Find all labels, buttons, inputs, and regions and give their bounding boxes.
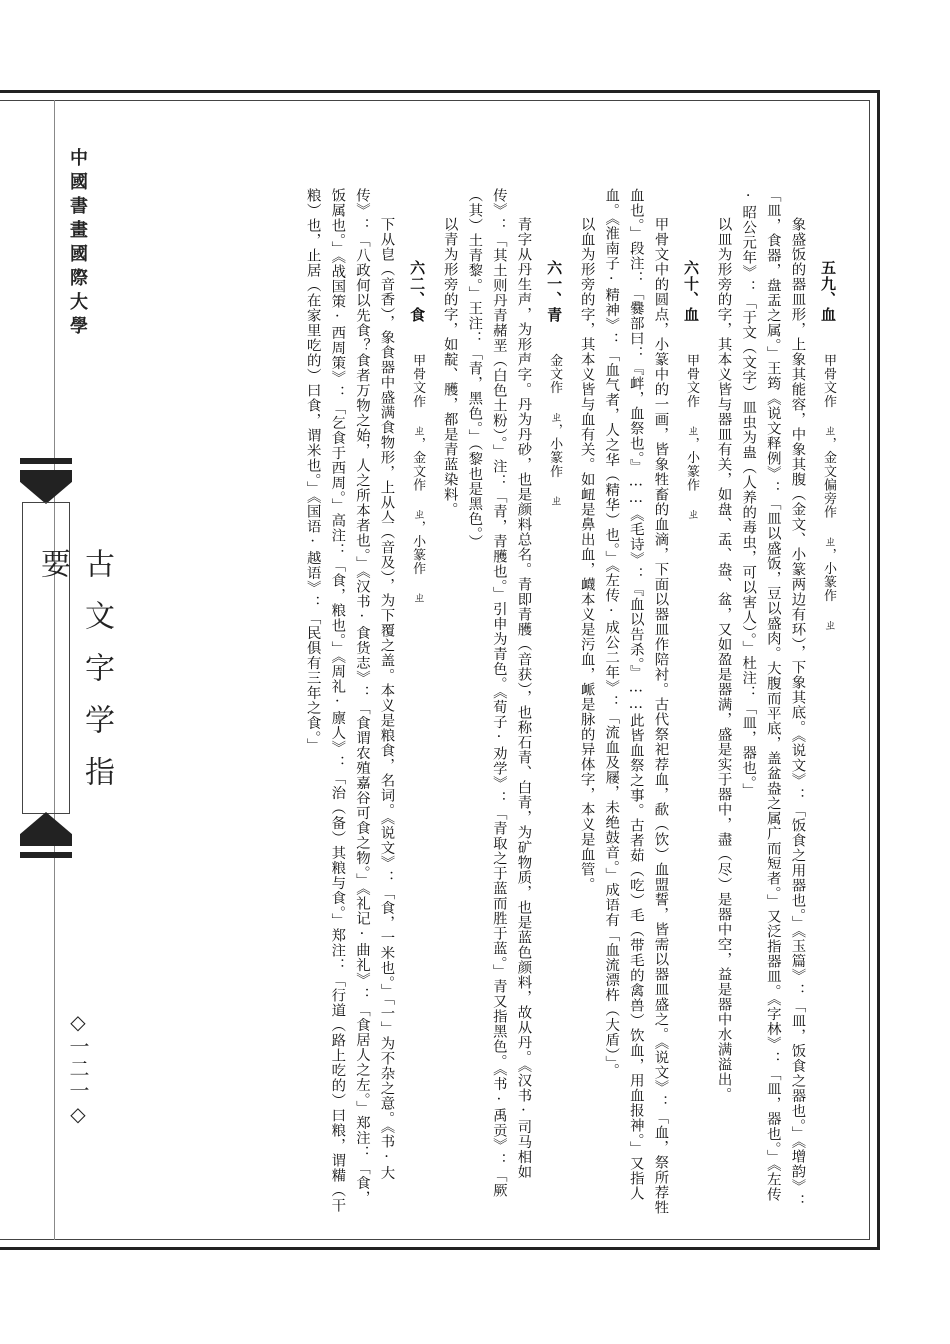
paragraph: 下从皀（音香），象食器中盛满食物形，上从亼（音及），为下覆之盖。本义是粮食，名词。《说文》：「食，一米也。」「一」为不杂之意。《书·大传》：「八政何以先食？食者万物之始，人之所本者也。」《汉书·食货志》：「食谓农殖嘉谷可食之物。」《礼记·曲礼》：「食居人之左。」郑注：「食，饭属也。」《战国策·西周策》：「乞食于西周。」高注：「食，粮也。」《周礼·廪人》：「治（备）其粮与食。」郑注：「行道（路上吃的）曰粮，谓糒（干粮）也，止居（在家里吃的）曰食，谓米也。」《国语·越语》：「民俱有三年之食。」 xyxy=(304,188,395,1213)
entry-title: 六一、青 xyxy=(545,260,564,323)
main-text xyxy=(110,188,840,1218)
entry-heading xyxy=(541,188,566,1218)
entry-heading xyxy=(815,188,840,1218)
paragraph: 青字从丹生声，为形声字。丹为丹砂，也是颜料总名。青即青雘（音获），也称石青、白青，为矿物质，也是蓝色颜料，故从丹。《汉书·司马相如传》：「其土则丹青赭垩（白色土粉）。」注：「青，青雘也。」引申为青色。《荀子·劝学》：「青取之于蓝而胜于蓝。」青又指黑色。《书·禹贡》：「厥（其）土青黎。」王注：「青，黑色。」（黎也是黑色。） xyxy=(466,188,532,1198)
entry-forms: 甲骨文作 ㄓ，金文作 ㄓ，小篆作 ㄓ xyxy=(410,353,426,605)
entry-forms: 甲骨文作 ㄓ，小篆作 ㄓ xyxy=(684,353,700,521)
entry-forms: 甲骨文作 ㄓ，金文偏旁作 ㄓ，小篆作 ㄓ xyxy=(821,353,836,632)
entry-heading xyxy=(678,188,703,1218)
paragraph: 象盛饭的器皿形，上象其能容，中象其腹（金文、小篆两边有环），下象其底。《说文》：「饭食之用器也。」《玉篇》：「皿，饭食之器也。」《增韵》：「皿，食器，盘盂之属。」王筠《说文释例》：「皿以盛饭，豆以盛肉。大腹而平底，盖盆盎之属广而短者。」又泛指器皿。《字林》：「皿，器也。」《左传·昭公元年》：「于文（文字）皿虫为蛊（人养的毒虫，可以害人）。」杜注：「皿，器也。」 xyxy=(740,188,806,1209)
book-title-banner xyxy=(16,458,114,858)
paragraph: 甲骨文中的圆点，小篆中的一画，皆象牲畜的血滴，下面以器皿作陪衬。古代祭祀荐血，歃（饮）血盟誓，皆需以器皿盛之。《说文》：「血，祭所荐牲血也。」段注：「爨部曰：『衅，血祭也。』……《毛诗》：『血以告杀。』……此皆血祭之事。古者茹（吃）毛（带毛的禽兽）饮血，用血报神。」又指人血。《淮南子·精神》：「血气者，人之华（精华）也。」《左传·成公二年》：「流血及屦，未绝鼓音。」成语有「血流漂杵（大盾）」。 xyxy=(603,188,669,1215)
banner-top-bar xyxy=(20,458,72,464)
entry-title: 六十、血 xyxy=(682,260,701,323)
paragraph: 以血为形旁的字，其本义皆与血有关。如衄是鼻出血，衊本义是污血，衇是脉的异体字，本义是血管。 xyxy=(578,216,595,892)
entry-heading xyxy=(405,188,430,1218)
entry-title: 六二、食 xyxy=(408,260,427,323)
paragraph: 以皿为形旁的字，其本义皆与器皿有关，如盘、盂、盎、盆，又如盈是器满，盛是实于器中，盡（尽）是器中空，益是器中水满溢出。 xyxy=(715,216,732,1102)
book-title: 古文字学指要 xyxy=(35,548,114,808)
entry-title: 五九、血 xyxy=(819,260,837,323)
school-name: 中國書畫國際大學 xyxy=(67,148,88,340)
banner-top-ornament xyxy=(20,470,72,504)
entry-forms: 金文作 ㄓ，小篆作 ㄓ xyxy=(547,353,563,508)
paragraph: 以青为形旁的字，如靛、雘，都是青蓝染料。 xyxy=(441,216,458,517)
page-number: ◇一二一◇ xyxy=(66,1010,90,1128)
